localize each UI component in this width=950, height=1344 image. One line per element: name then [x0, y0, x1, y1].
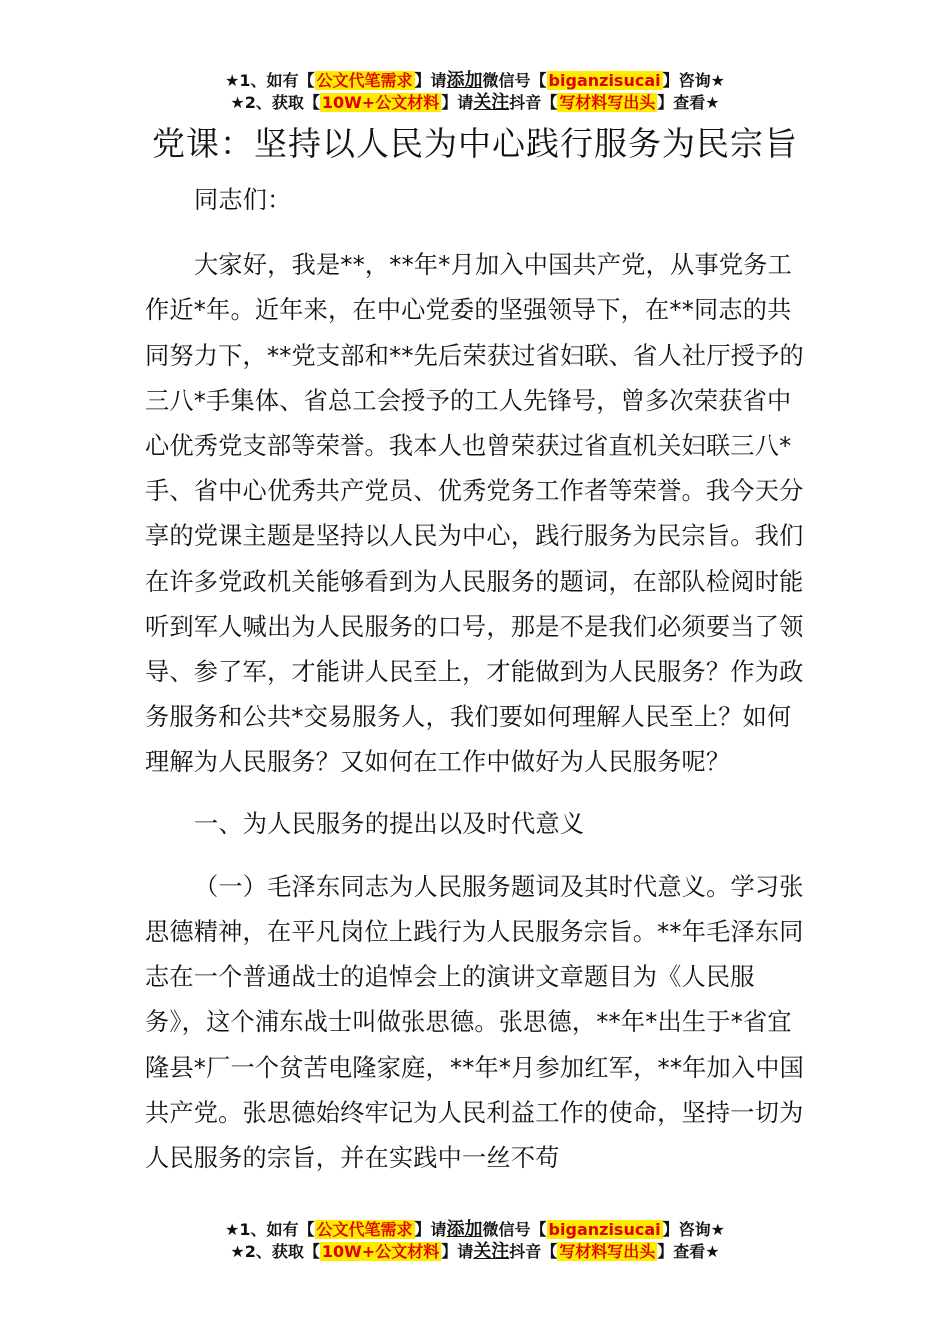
star-icon: ★: [230, 93, 245, 112]
banner-text: 2、获取【: [244, 93, 320, 112]
banner-text: 】咨询★: [662, 1220, 725, 1239]
banner-text: 】请: [414, 71, 447, 90]
banner-text: 1、如有【: [239, 71, 315, 90]
footer-banner-line-1: [0, 1219, 950, 1241]
banner-text: 】查看★: [657, 1242, 720, 1261]
banner-text: 抖音【: [509, 93, 558, 112]
banner-text: 微信号【: [482, 71, 547, 90]
banner-text: 2、获取【: [244, 1242, 320, 1261]
document-body: [145, 178, 810, 1181]
star-icon: ★: [225, 1220, 240, 1239]
paragraph-section-1: （一）毛泽东同志为人民服务题词及其时代意义。学习张思德精神，在平凡岗位上践行为人民服务宗旨。**年毛泽东同志在一个普通战士的追悼会上的演讲文章题目为《人民服务》，这个浦东战士叫做张思德。张思德，**年*出生于*省宜隆县*厂一个贫苦电隆家庭，**年*月参加红军，**年加入中国共产党。张思德始终牢记为人民利益工作的使命，坚持一切为人民服务的宗旨，并在实践中一丝不苟: [145, 872, 805, 1173]
underlined-text: 关注: [473, 1241, 510, 1262]
banner-text: 】请: [414, 1220, 447, 1239]
banner-text: 】咨询★: [662, 71, 725, 90]
header-banner-line-1: [0, 70, 950, 92]
footer-banner-line-2: [0, 1241, 950, 1263]
highlight-douyin-account: 写材料写出头: [559, 1242, 656, 1261]
paragraph-intro: 大家好，我是**，**年*月加入中国共产党，从事党务工作近*年。近年来，在中心党委的坚强领导下，在**同志的共同努力下，**党支部和**先后荣获过省妇联、省人社厅授予的三八*手集体、省总工会授予的工人先锋号，曾多次荣获省中心优秀党支部等荣誉。我本人也曾荣获过省直机关妇联三八*手、省中心优秀共产党员、优秀党务工作者等荣誉。我今天分享的党课主题是坚持以人民为中心，践行服务为民宗旨。我们在许多党政机关能够看到为人民服务的题词，在部队检阅时能听到军人喊出为人民服务的口号，那是不是我们必须要当了领导、参了军，才能讲人民至上，才能做到为人民服务？作为政务服务和公共*交易服务人，我们要如何理解人民至上？如何理解为人民服务？又如何在工作中做好为人民服务呢？: [145, 251, 804, 777]
highlight-service: 公文代笔需求: [316, 71, 413, 90]
highlight-materials: 10W+公文材料: [321, 1242, 440, 1261]
header-banner-line-2: [0, 92, 950, 114]
greeting: 同志们：: [194, 186, 292, 214]
highlight-wechat-id: biganzisucai: [548, 1220, 661, 1239]
underlined-text: 添加: [446, 70, 483, 91]
footer-banner: [0, 1219, 950, 1263]
highlight-materials: 10W+公文材料: [321, 93, 440, 112]
underlined-text: 添加: [446, 1219, 483, 1240]
highlight-wechat-id: biganzisucai: [548, 71, 661, 90]
banner-text: 】查看★: [657, 93, 720, 112]
highlight-service: 公文代笔需求: [316, 1220, 413, 1239]
banner-text: 】请: [441, 93, 474, 112]
header-banner: [0, 70, 950, 114]
highlight-douyin-account: 写材料写出头: [559, 93, 656, 112]
banner-text: 抖音【: [509, 1242, 558, 1261]
underlined-text: 关注: [473, 92, 510, 113]
document-title: 党课：坚持以人民为中心践行服务为民宗旨: [152, 124, 798, 163]
banner-text: 1、如有【: [239, 1220, 315, 1239]
star-icon: ★: [230, 1242, 245, 1261]
banner-text: 微信号【: [482, 1220, 547, 1239]
banner-text: 】请: [441, 1242, 474, 1261]
section-heading: 一、为人民服务的提出以及时代意义: [194, 809, 585, 838]
star-icon: ★: [225, 71, 240, 90]
